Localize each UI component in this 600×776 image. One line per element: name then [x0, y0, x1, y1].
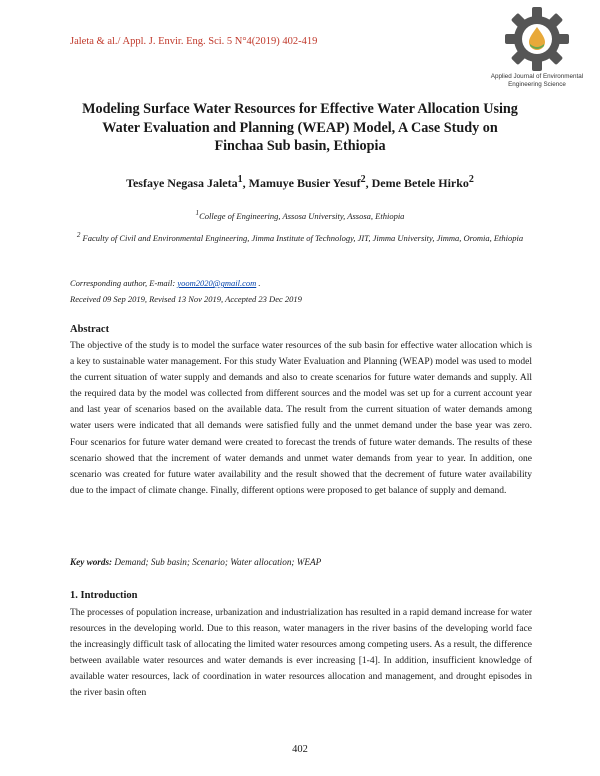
author-affil-mark: 1	[237, 174, 243, 185]
corresponding-author	[70, 278, 261, 288]
email-link[interactable]: yoom2020@gmail.com	[177, 278, 257, 288]
journal-citation: Jaleta & al./ Appl. J. Envir. Eng. Sci. 5 N°4(2019) 402-419	[70, 36, 318, 47]
author-name: Deme Betele Hirko	[371, 176, 469, 190]
author-list: Tesfaye Negasa Jaleta$^1$, Mamuye Busier Yesuf$^2$, Deme Betele Hirko$^2$	[126, 174, 474, 190]
page-number: 402	[292, 744, 308, 755]
affil-mark: 2	[76, 231, 81, 239]
article-dates: Received 09 Sep 2019, Revised 13 Nov 2019, Accepted 23 Dec 2019	[70, 294, 302, 304]
author-affil-mark: 2	[360, 174, 366, 185]
introduction-text: The processes of population increase, urbanization and industrialization has resulted in a rapid demand increase for water resources in the developing world. Due to this reason, water managers in the river basins of the developing world face the increasingly difficult task of allocating the limited water resources among competing users. As a result, the difference between available water resources and water demands is ever increasing [1-4]. In addition, insufficient knowledge of available water resources, lack of coordination in water resources allocation and management, and drought episodes in the river basin often	[70, 608, 532, 699]
affiliation-2	[60, 226, 540, 248]
corresponding-label: Corresponding author, E-mail:	[70, 278, 178, 288]
corresponding-end: .	[256, 278, 261, 288]
title-line: Finchaa Sub basin, Ethiopia	[214, 138, 386, 154]
author-affil-mark: 2	[468, 174, 474, 185]
author-name: Tesfaye Negasa Jaleta	[126, 176, 238, 190]
gear-logo-icon	[504, 6, 570, 72]
affiliation-1	[60, 209, 540, 221]
keywords-value: Demand; Sub basin; Scenario; Water allocation; WEAP	[112, 557, 322, 567]
logo-text-line2: Engineering Science	[508, 80, 566, 88]
paper-title	[60, 100, 540, 156]
affil-mark: 1	[195, 209, 200, 217]
title-line: Modeling Surface Water Resources for Effective Water Allocation Using	[82, 101, 518, 117]
author-name: Mamuye Busier Yesuf	[248, 176, 361, 190]
affil-text: Faculty of Civil and Environmental Engineering, Jimma Institute of Technology, JIT, Jimma University, Jimma, Oromia, Ethiopia	[82, 232, 524, 243]
logo-text-line1: Applied Journal of Environmental	[490, 73, 584, 80]
keywords-label: Key words:	[70, 557, 113, 567]
abstract-heading: Abstract	[70, 324, 110, 335]
affil-text: College of Engineering, Assosa University, Assosa, Ethiopia	[199, 210, 405, 221]
journal-logo	[482, 6, 592, 88]
keywords	[70, 557, 321, 567]
introduction-heading: 1. Introduction	[70, 590, 138, 601]
abstract-text: The objective of the study is to model the surface water resources of the sub basin for effective water allocation which is a key to sustainable water management. For this study Water Evaluation and Planning (WEAP) model was used to model the current situation of water supply and demands and also to create scenarios for future water demands and supply. All the required data by the model was collected from different sources and the model was set up for a current account year and last year of scenarios based on the available data. The result from the current situation of water demands among water users were indicated that all demands were satisfied fully and the unmet demand under the base year was zero. Four scenarios for future water demand were created to forecast the trends of future water demands. The results of these scenario showed that the increment of water demands and unmet water demands from year to year. In addition, one scenario was created for future water availability and the result showed that the decrement of future water availability due to the impact of climate change. Finally, different options were proposed to get balance of supply and demand.	[70, 341, 532, 496]
title-line: Water Evaluation and Planning (WEAP) Model, A Case Study on	[102, 119, 498, 136]
